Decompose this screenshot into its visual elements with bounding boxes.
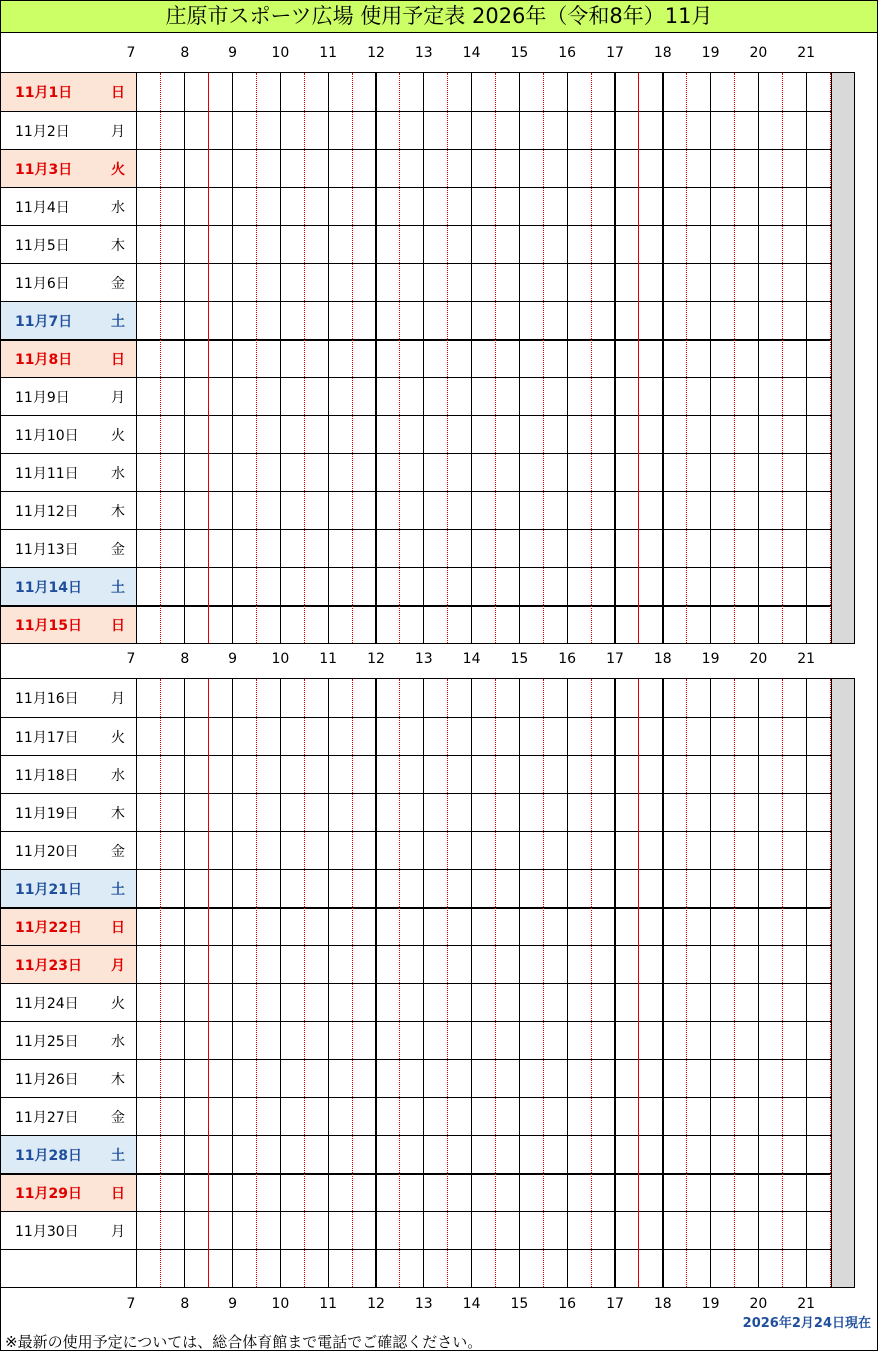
hour-tick-16: 16 (558, 651, 577, 667)
date-text: 11月29日 (15, 1186, 82, 1202)
weekday-text: 水 (111, 1033, 125, 1050)
hour-tick-13: 13 (414, 651, 433, 667)
hour-tick-19: 19 (701, 45, 720, 61)
hour-tick-9: 9 (228, 45, 238, 61)
hour-tick-20: 20 (749, 1296, 768, 1312)
date-text: 11月15日 (15, 618, 82, 634)
day-row (1, 339, 854, 377)
hour-tick-20: 20 (749, 651, 768, 667)
hour-tick-9: 9 (228, 651, 238, 667)
date-text: 11月28日 (15, 1147, 82, 1164)
date-text: 11月14日 (15, 579, 82, 596)
weekday-text: 木 (111, 237, 125, 254)
date-text: 11月8日 (15, 352, 73, 368)
date-text: 11月5日 (15, 237, 70, 254)
schedule-block-1 (1, 72, 855, 644)
closed-time-column (831, 679, 854, 1287)
weekday-text: 火 (111, 427, 125, 444)
hour-tick-21: 21 (797, 651, 816, 667)
day-label (1, 756, 137, 793)
date-text: 11月7日 (15, 313, 73, 330)
day-row (1, 1021, 854, 1059)
day-row (1, 717, 854, 755)
date-text: 11月24日 (15, 995, 79, 1012)
day-label (1, 188, 137, 225)
day-row (1, 149, 854, 187)
weekday-text: 金 (111, 1109, 125, 1126)
day-label (1, 150, 137, 187)
day-label (1, 264, 137, 301)
hour-tick-19: 19 (701, 1296, 720, 1312)
hour-tick-15: 15 (510, 651, 529, 667)
date-text: 11月12日 (15, 503, 79, 520)
as-of-date: 2026年2月24日現在 (742, 1316, 871, 1331)
weekday-text: 月 (111, 389, 125, 406)
day-row (1, 1173, 854, 1211)
day-row (1, 605, 854, 643)
hour-tick-8: 8 (180, 651, 190, 667)
date-text: 11月19日 (15, 805, 79, 822)
date-text: 11月21日 (15, 881, 82, 898)
hour-tick-14: 14 (462, 1296, 481, 1312)
day-label (1, 1212, 137, 1249)
hour-tick-13: 13 (414, 45, 433, 61)
hour-tick-15: 15 (510, 1296, 529, 1312)
weekday-text: 木 (111, 1071, 125, 1088)
weekday-text: 日 (111, 352, 125, 368)
hour-tick-18: 18 (653, 651, 672, 667)
day-label (1, 73, 137, 111)
day-row (1, 263, 854, 301)
weekday-text: 土 (111, 313, 125, 330)
hour-tick-12: 12 (367, 45, 385, 61)
date-text: 11月2日 (15, 123, 70, 140)
hour-tick-13: 13 (414, 1296, 433, 1312)
hour-tick-21: 21 (797, 1296, 816, 1312)
day-row (1, 831, 854, 869)
day-row (1, 983, 854, 1021)
hour-tick-18: 18 (653, 45, 672, 61)
day-label (1, 984, 137, 1021)
weekday-text: 月 (111, 957, 125, 974)
day-row (1, 793, 854, 831)
date-text: 11月1日 (15, 85, 73, 101)
weekday-text: 土 (111, 1147, 125, 1164)
weekday-text: 月 (111, 691, 125, 707)
hour-tick-8: 8 (180, 1296, 190, 1312)
hour-tick-16: 16 (558, 1296, 577, 1312)
hour-tick-11: 11 (319, 1296, 338, 1312)
day-label (1, 679, 137, 717)
weekday-text: 月 (111, 1223, 125, 1240)
page-title: 庄原市スポーツ広場 使用予定表 2026年（令和8年）11月 (1, 1, 877, 33)
day-label (1, 832, 137, 869)
date-text: 11月30日 (15, 1223, 79, 1240)
day-label (1, 302, 137, 339)
day-row (1, 301, 854, 339)
day-label (1, 794, 137, 831)
weekday-text: 金 (111, 275, 125, 292)
day-row (1, 529, 854, 567)
day-label (1, 1175, 137, 1211)
hour-tick-8: 8 (180, 45, 190, 61)
day-row (1, 567, 854, 605)
day-label (1, 378, 137, 415)
hour-axis-top (1, 34, 877, 72)
day-label (1, 568, 137, 605)
hour-tick-7: 7 (126, 1296, 136, 1312)
day-label (1, 1098, 137, 1135)
date-text: 11月3日 (15, 161, 73, 178)
weekday-text: 金 (111, 541, 125, 558)
day-row (1, 187, 854, 225)
day-row (1, 1135, 854, 1173)
weekday-text: 水 (111, 199, 125, 216)
date-text: 11月26日 (15, 1071, 79, 1088)
day-row (1, 679, 854, 717)
day-row (1, 1097, 854, 1135)
weekday-text: 木 (111, 805, 125, 822)
weekday-text: 月 (111, 123, 125, 140)
day-row (1, 869, 854, 907)
weekday-text: 水 (111, 465, 125, 482)
day-row (1, 415, 854, 453)
hour-tick-16: 16 (558, 45, 577, 61)
hour-axis-middle (1, 640, 877, 678)
hour-tick-12: 12 (367, 651, 385, 667)
closed-time-column (831, 73, 854, 643)
day-row (1, 907, 854, 945)
day-label (1, 341, 137, 377)
hour-tick-10: 10 (271, 651, 290, 667)
day-row (1, 755, 854, 793)
hour-tick-11: 11 (319, 45, 338, 61)
day-row (1, 111, 854, 149)
date-text: 11月11日 (15, 465, 79, 482)
date-text: 11月20日 (15, 843, 79, 860)
date-text: 11月22日 (15, 920, 82, 936)
date-text: 11月13日 (15, 541, 79, 558)
weekday-text: 日 (111, 618, 125, 634)
hour-tick-7: 7 (126, 651, 136, 667)
hour-tick-15: 15 (510, 45, 529, 61)
day-row (1, 1211, 854, 1249)
hour-tick-9: 9 (228, 1296, 238, 1312)
date-text: 11月9日 (15, 389, 70, 406)
day-label (1, 530, 137, 567)
weekday-text: 日 (111, 1186, 125, 1202)
day-label (1, 946, 137, 983)
hour-tick-12: 12 (367, 1296, 385, 1312)
weekday-text: 土 (111, 579, 125, 596)
weekday-text: 火 (111, 161, 125, 178)
day-row (1, 491, 854, 529)
day-row (1, 1059, 854, 1097)
hour-tick-7: 7 (126, 45, 136, 61)
day-label (1, 112, 137, 149)
day-label (1, 1250, 137, 1287)
weekday-text: 火 (111, 995, 125, 1012)
day-row (1, 377, 854, 415)
day-label (1, 226, 137, 263)
hour-tick-19: 19 (701, 651, 720, 667)
day-label (1, 870, 137, 907)
hour-tick-14: 14 (462, 651, 481, 667)
date-text: 11月25日 (15, 1033, 79, 1050)
date-text: 11月17日 (15, 729, 79, 746)
weekday-text: 火 (111, 729, 125, 746)
weekday-text: 日 (111, 85, 125, 101)
hour-tick-11: 11 (319, 651, 338, 667)
day-label (1, 492, 137, 529)
day-label (1, 454, 137, 491)
hour-tick-14: 14 (462, 45, 481, 61)
day-label (1, 1136, 137, 1173)
day-row (1, 73, 854, 111)
weekday-text: 水 (111, 767, 125, 784)
date-text: 11月4日 (15, 199, 70, 216)
day-label (1, 416, 137, 453)
day-row (1, 225, 854, 263)
day-label (1, 909, 137, 945)
hour-tick-18: 18 (653, 1296, 672, 1312)
day-row (1, 1249, 854, 1287)
hour-tick-10: 10 (271, 45, 290, 61)
date-text: 11月27日 (15, 1109, 79, 1126)
hour-tick-10: 10 (271, 1296, 290, 1312)
weekday-text: 日 (111, 920, 125, 936)
date-text: 11月23日 (15, 957, 82, 974)
footnote: ※最新の使用予定については、総合体育館まで電話でご確認ください。 (5, 1333, 483, 1351)
date-text: 11月6日 (15, 275, 70, 292)
day-row (1, 453, 854, 491)
date-text: 11月18日 (15, 767, 79, 784)
weekday-text: 木 (111, 503, 125, 520)
day-label (1, 718, 137, 755)
weekday-text: 土 (111, 881, 125, 898)
weekday-text: 金 (111, 843, 125, 860)
hour-tick-17: 17 (606, 1296, 624, 1312)
hour-tick-21: 21 (797, 45, 816, 61)
hour-tick-17: 17 (606, 651, 624, 667)
day-row (1, 945, 854, 983)
day-label (1, 1022, 137, 1059)
schedule-block-2 (1, 678, 855, 1288)
date-text: 11月16日 (15, 691, 79, 707)
day-label (1, 1060, 137, 1097)
date-text: 11月10日 (15, 427, 79, 444)
hour-tick-17: 17 (606, 45, 624, 61)
hour-tick-20: 20 (749, 45, 768, 61)
day-label (1, 607, 137, 643)
